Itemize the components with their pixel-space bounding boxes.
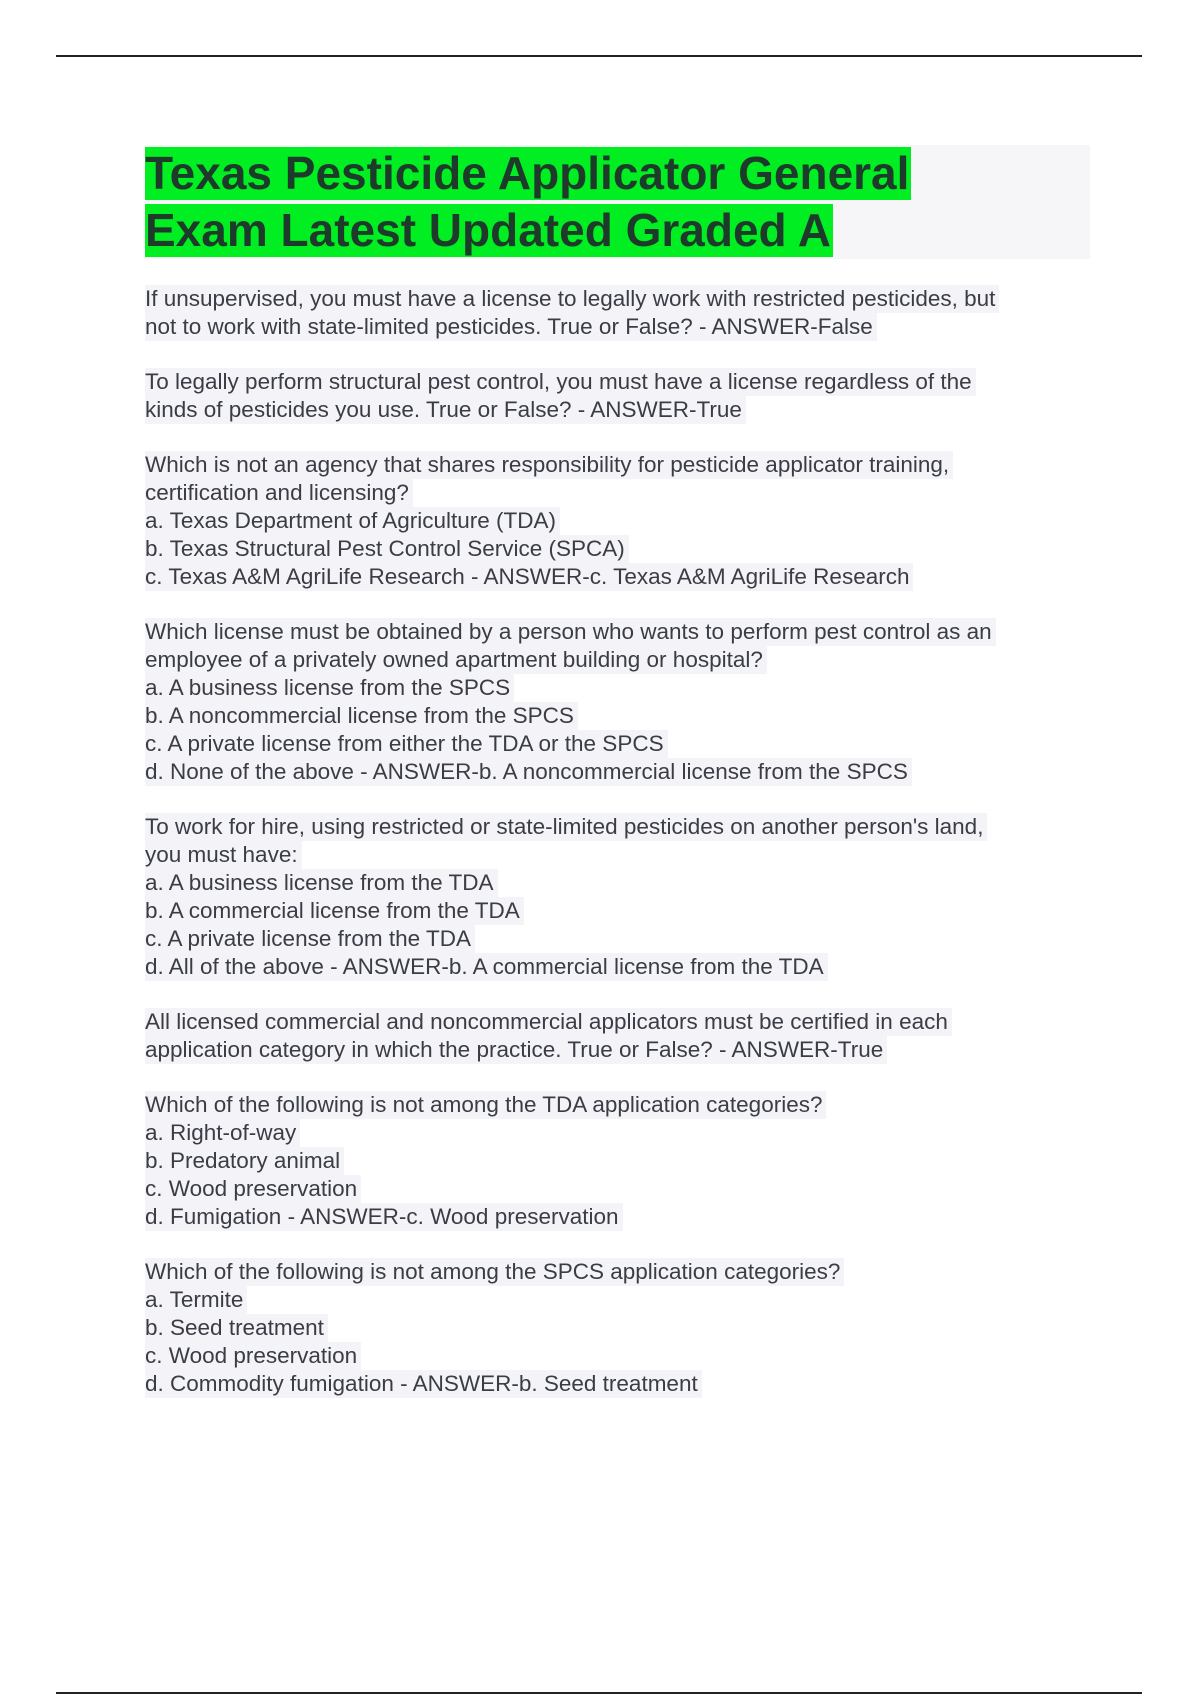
qa-line: c. Texas A&M AgriLife Research - ANSWER-c. Texas A&M AgriLife Research [145,563,913,591]
page-bottom-rule [56,1692,1142,1694]
qa-line: d. Commodity fumigation - ANSWER-b. Seed treatment [145,1370,702,1398]
qa-line: If unsupervised, you must have a license to legally work with restricted pesticides, but [145,285,999,313]
title-block [145,145,1090,259]
qa-line: a. A business license from the SPCS [145,674,514,702]
qa-item [145,368,1090,424]
qa-line: a. Termite [145,1286,247,1314]
qa-item [145,285,1090,341]
qa-line: d. Fumigation - ANSWER-c. Wood preservation [145,1203,623,1231]
qa-item [145,1008,1090,1064]
qa-line: c. A private license from the TDA [145,925,475,953]
qa-line: you must have: [145,841,302,869]
qa-line: certification and licensing? [145,479,413,507]
qa-line: Which is not an agency that shares responsibility for pesticide applicator training, [145,451,953,479]
qa-item [145,618,1090,786]
qa-line: c. A private license from either the TDA or the SPCS [145,730,668,758]
qa-line: c. Wood preservation [145,1175,361,1203]
qa-line: d. All of the above - ANSWER-b. A commercial license from the TDA [145,953,828,981]
qa-line: a. Right-of-way [145,1119,300,1147]
qa-item [145,451,1090,591]
qa-line: a. Texas Department of Agriculture (TDA) [145,507,560,535]
qa-line: Which of the following is not among the SPCS application categories? [145,1258,844,1286]
qa-line: a. A business license from the TDA [145,869,498,897]
qa-line: b. Predatory animal [145,1147,344,1175]
document-title-line-2: Exam Latest Updated Graded A [145,204,831,256]
qa-line: application category in which the practice. True or False? - ANSWER-True [145,1036,887,1064]
qa-line: To work for hire, using restricted or state-limited pesticides on another person's land, [145,813,987,841]
qa-line: c. Wood preservation [145,1342,361,1370]
qa-line: To legally perform structural pest control, you must have a license regardless of the [145,368,976,396]
qa-item [145,813,1090,981]
qa-line: d. None of the above - ANSWER-b. A noncommercial license from the SPCS [145,758,912,786]
document-title [145,145,1090,259]
qa-line: b. Texas Structural Pest Control Service (SPCA) [145,535,629,563]
document-body [145,145,1090,1425]
document-title-line-1: Texas Pesticide Applicator General [145,147,910,199]
qa-line: b. A noncommercial license from the SPCS [145,702,578,730]
qa-line: kinds of pesticides you use. True or False? - ANSWER-True [145,396,746,424]
qa-line: All licensed commercial and noncommercial applicators must be certified in each [145,1008,952,1036]
qa-line: Which of the following is not among the TDA application categories? [145,1091,826,1119]
qa-list [145,285,1090,1398]
qa-line: b. A commercial license from the TDA [145,897,524,925]
qa-line: not to work with state-limited pesticides. True or False? - ANSWER-False [145,313,877,341]
qa-line: b. Seed treatment [145,1314,328,1342]
page-top-rule [56,55,1142,57]
qa-item [145,1258,1090,1398]
qa-line: employee of a privately owned apartment building or hospital? [145,646,767,674]
qa-item [145,1091,1090,1231]
qa-line: Which license must be obtained by a person who wants to perform pest control as an [145,618,996,646]
